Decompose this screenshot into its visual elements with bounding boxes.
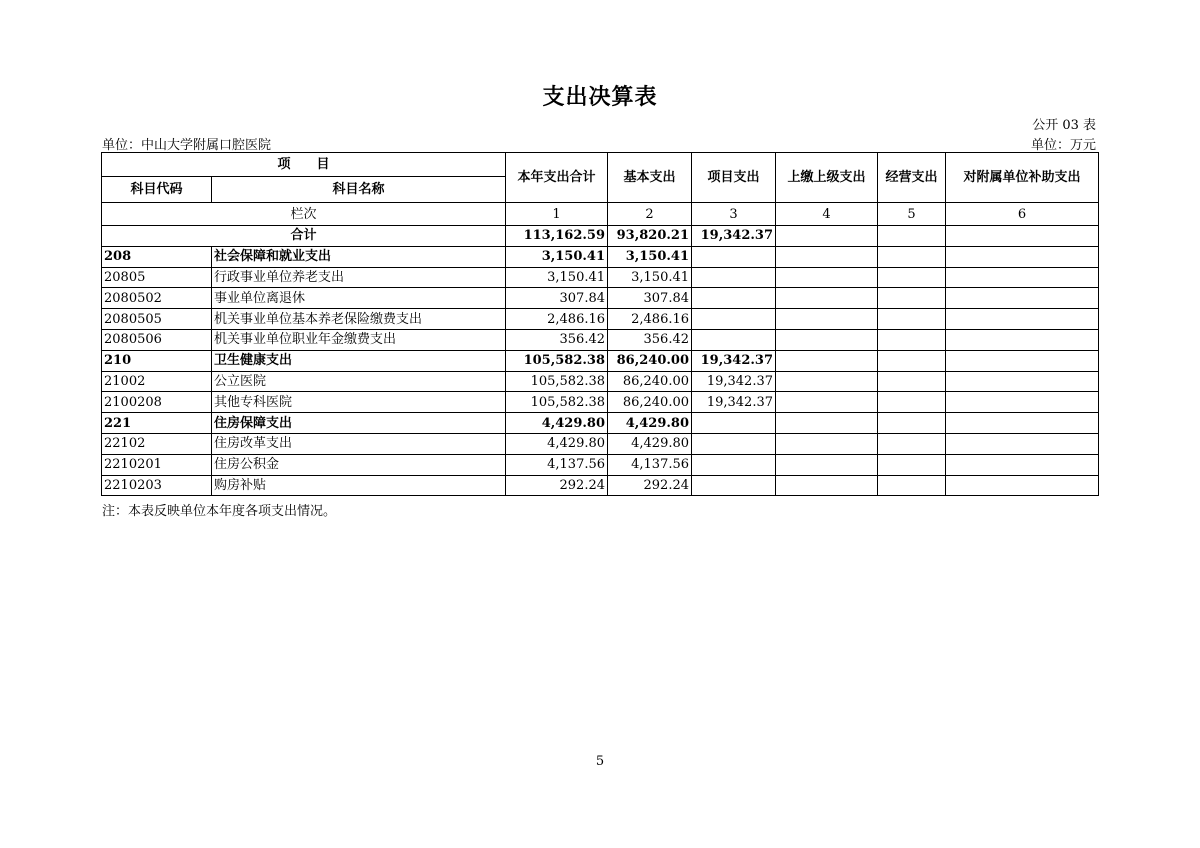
row-value (878, 309, 946, 330)
row-code: 208 (102, 246, 212, 267)
column-number: 4 (776, 203, 878, 226)
column-number: 6 (946, 203, 1099, 226)
row-value (946, 371, 1099, 392)
column-number: 1 (506, 203, 608, 226)
row-name: 机关事业单位职业年金缴费支出 (212, 329, 506, 350)
row-value: 4,429.80 (506, 413, 608, 434)
row-name: 行政事业单位养老支出 (212, 267, 506, 288)
row-value: 4,137.56 (608, 454, 692, 475)
row-value: 307.84 (506, 288, 608, 309)
row-value: 3,150.41 (506, 267, 608, 288)
header-subsidiary-subsidy-expenditure: 对附属单位补助支出 (946, 153, 1099, 203)
row-value (776, 413, 878, 434)
row-value (776, 475, 878, 496)
row-value: 105,582.38 (506, 392, 608, 413)
page-title: 支出决算表 (542, 85, 658, 110)
row-value (878, 475, 946, 496)
row-value (878, 267, 946, 288)
row-value: 356.42 (506, 329, 608, 350)
row-code: 221 (102, 413, 212, 434)
row-value: 292.24 (506, 475, 608, 496)
table-row (102, 454, 1099, 475)
row-code: 2100208 (102, 392, 212, 413)
row-value (692, 433, 776, 454)
table-row (102, 371, 1099, 392)
row-value (946, 413, 1099, 434)
row-value: 3,150.41 (608, 246, 692, 267)
row-value (878, 350, 946, 371)
total-value (946, 226, 1099, 247)
row-value (692, 288, 776, 309)
column-number: 2 (608, 203, 692, 226)
row-code: 2210201 (102, 454, 212, 475)
table-row (102, 246, 1099, 267)
row-value (878, 371, 946, 392)
column-number-row (102, 203, 1099, 226)
row-value (946, 475, 1099, 496)
row-name: 社会保障和就业支出 (212, 246, 506, 267)
row-value: 4,429.80 (506, 433, 608, 454)
row-value (946, 392, 1099, 413)
row-value (692, 454, 776, 475)
row-value (878, 433, 946, 454)
header-item: 项 目 (102, 153, 506, 177)
row-value (692, 246, 776, 267)
total-row (102, 226, 1099, 247)
row-value: 2,486.16 (608, 309, 692, 330)
table-row (102, 392, 1099, 413)
row-value (692, 309, 776, 330)
row-code: 2080506 (102, 329, 212, 350)
row-value (692, 475, 776, 496)
row-code: 20805 (102, 267, 212, 288)
row-value: 86,240.00 (608, 350, 692, 371)
row-code: 2080505 (102, 309, 212, 330)
row-name: 住房改革支出 (212, 433, 506, 454)
row-name: 住房公积金 (212, 454, 506, 475)
row-value (946, 288, 1099, 309)
row-value (946, 329, 1099, 350)
table-row (102, 288, 1099, 309)
form-number: 公开 03 表 (1032, 118, 1096, 133)
row-value: 3,150.41 (608, 267, 692, 288)
header-basic-expenditure: 基本支出 (608, 153, 692, 203)
row-value (878, 454, 946, 475)
row-value: 105,582.38 (506, 350, 608, 371)
row-value: 19,342.37 (692, 371, 776, 392)
row-code: 2210203 (102, 475, 212, 496)
table-row (102, 350, 1099, 371)
table-note: 注：本表反映单位本年度各项支出情况。 (102, 504, 337, 519)
row-value (776, 246, 878, 267)
currency-unit: 单位：万元 (1030, 138, 1096, 153)
table-row (102, 413, 1099, 434)
row-value (878, 246, 946, 267)
row-value: 292.24 (608, 475, 692, 496)
row-name: 其他专科医院 (212, 392, 506, 413)
row-value (946, 309, 1099, 330)
row-value (878, 392, 946, 413)
header-operating-expenditure: 经营支出 (878, 153, 946, 203)
row-name: 公立医院 (212, 371, 506, 392)
row-value (946, 454, 1099, 475)
row-value: 4,137.56 (506, 454, 608, 475)
row-value (692, 267, 776, 288)
row-value: 86,240.00 (608, 371, 692, 392)
row-value (776, 454, 878, 475)
page-number: 5 (595, 754, 605, 769)
header-code: 科目代码 (102, 177, 212, 203)
row-value (878, 288, 946, 309)
header-project-expenditure: 项目支出 (692, 153, 776, 203)
row-value: 2,486.16 (506, 309, 608, 330)
row-value: 4,429.80 (608, 433, 692, 454)
row-value (692, 329, 776, 350)
row-value: 356.42 (608, 329, 692, 350)
header-remit-upper-expenditure: 上缴上级支出 (776, 153, 878, 203)
total-value: 113,162.59 (506, 226, 608, 247)
reporting-unit: 单位：中山大学附属口腔医院 (102, 138, 272, 153)
column-number: 3 (692, 203, 776, 226)
row-value (776, 350, 878, 371)
table-row (102, 309, 1099, 330)
table-row (102, 475, 1099, 496)
total-value (776, 226, 878, 247)
row-value (946, 267, 1099, 288)
row-name: 机关事业单位基本养老保险缴费支出 (212, 309, 506, 330)
row-value (946, 350, 1099, 371)
row-value (692, 413, 776, 434)
header-row-top (102, 153, 1099, 177)
row-code: 22102 (102, 433, 212, 454)
header-total-expenditure: 本年支出合计 (506, 153, 608, 203)
row-value: 105,582.38 (506, 371, 608, 392)
table-row (102, 433, 1099, 454)
row-value: 19,342.37 (692, 392, 776, 413)
row-value (776, 371, 878, 392)
total-value: 19,342.37 (692, 226, 776, 247)
row-value (776, 433, 878, 454)
row-value (946, 246, 1099, 267)
expenditure-table (101, 152, 1099, 496)
row-value: 3,150.41 (506, 246, 608, 267)
row-code: 210 (102, 350, 212, 371)
header-name: 科目名称 (212, 177, 506, 203)
row-name: 事业单位离退休 (212, 288, 506, 309)
row-value (878, 329, 946, 350)
row-value (776, 392, 878, 413)
table-row (102, 329, 1099, 350)
column-number-label: 栏次 (102, 203, 506, 226)
row-value (776, 329, 878, 350)
row-value (946, 433, 1099, 454)
total-label: 合计 (102, 226, 506, 247)
row-value: 19,342.37 (692, 350, 776, 371)
row-code: 21002 (102, 371, 212, 392)
row-value: 307.84 (608, 288, 692, 309)
row-value: 86,240.00 (608, 392, 692, 413)
row-value (776, 309, 878, 330)
row-name: 购房补贴 (212, 475, 506, 496)
row-value: 4,429.80 (608, 413, 692, 434)
row-value (776, 288, 878, 309)
row-value (878, 413, 946, 434)
row-value (776, 267, 878, 288)
row-code: 2080502 (102, 288, 212, 309)
total-value: 93,820.21 (608, 226, 692, 247)
row-name: 卫生健康支出 (212, 350, 506, 371)
total-value (878, 226, 946, 247)
column-number: 5 (878, 203, 946, 226)
table-row (102, 267, 1099, 288)
row-name: 住房保障支出 (212, 413, 506, 434)
